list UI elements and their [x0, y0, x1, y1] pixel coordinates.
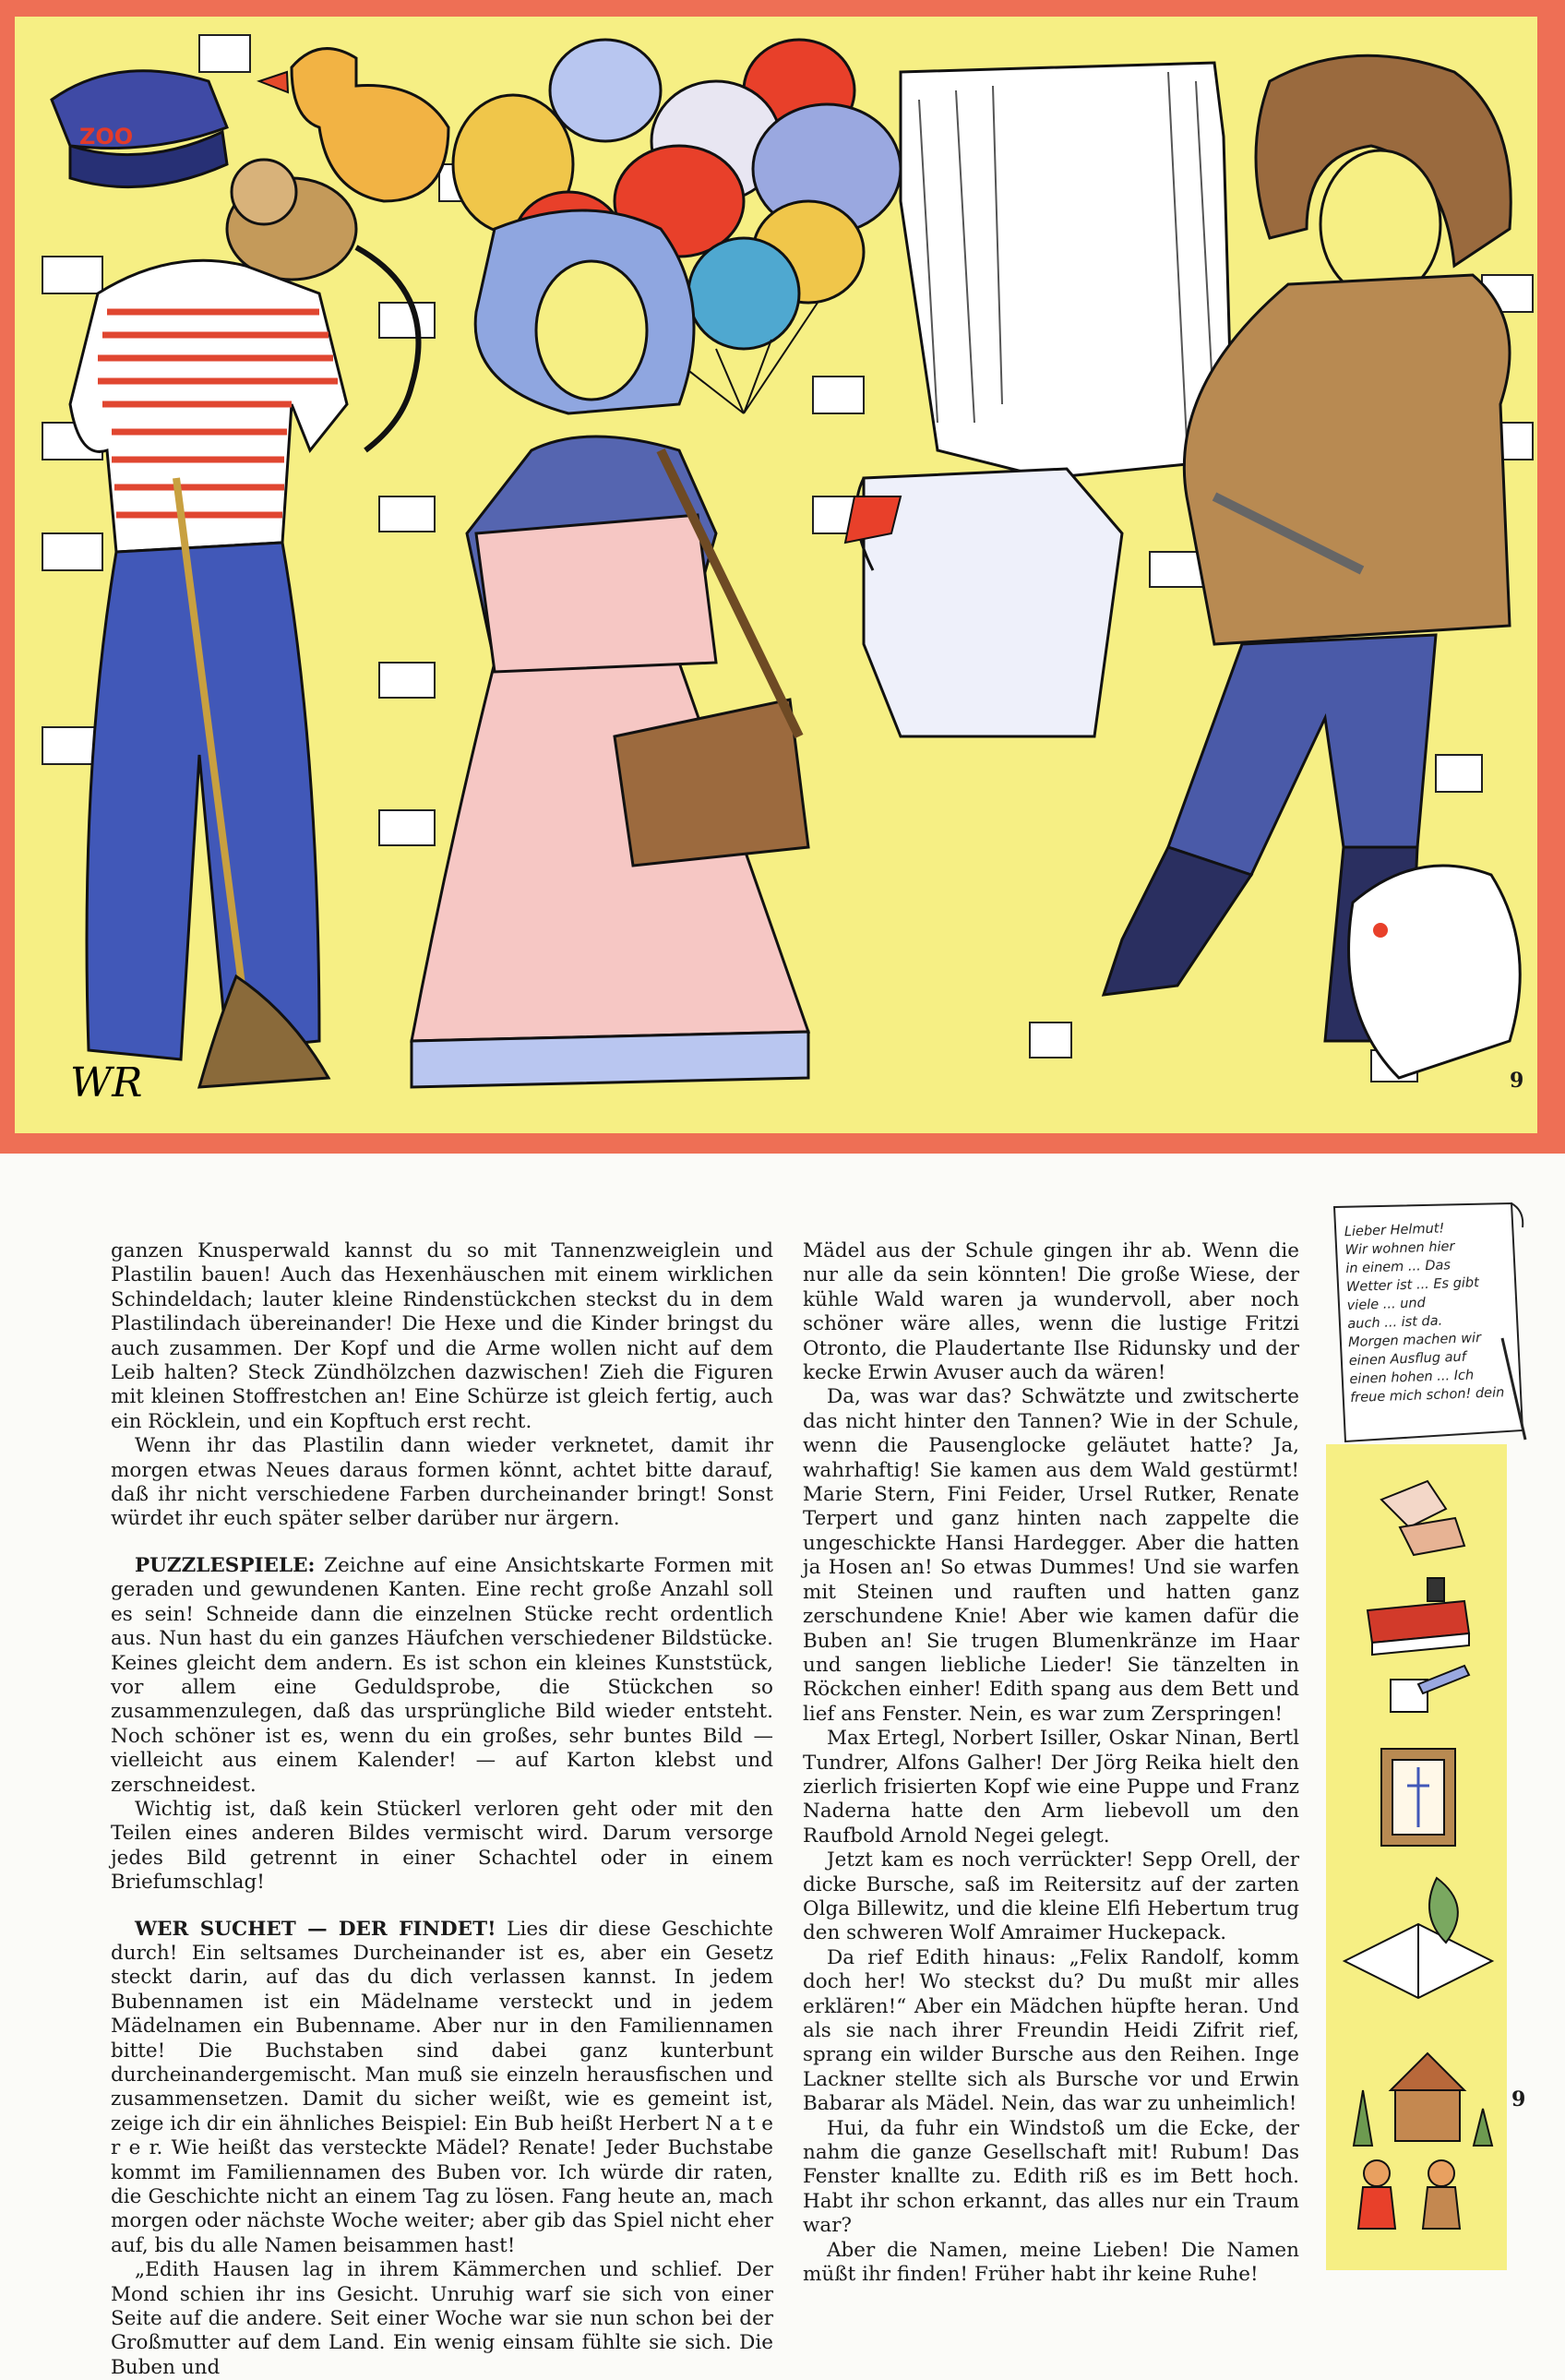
doll-shirt-pieces: [845, 63, 1233, 736]
paragraph-text: Lies dir diese Geschichte durch! Ein seltsames Durcheinander ist es, aber ein Gesetz steckt darin, auf das du dich verlassen kannst. In jedem Bubennamen ist ein Mädelname versteckt und in jedem Mädelnamen ein Bubenname. Aber nur in den Familiennamen bitte! Die Buchstaben sind dabei ganz kunterbunt durcheinandergemischt. Man muß sie einzeln herausfischen und zusammensetzen. Damit du sicher weißt, wie es gemeint ist, zeige ich dir ein ähnliches Beispiel: Ein Bub heißt Herbert N a t e r e r. Wie heißt das versteckte Mädel? Renate! Jeder Buchstabe kommt im Familiennamen des Buben vor. Ich würde dir raten, die Geschichte nicht an einem Tag zu lösen. Fang heute an, mach morgen oder nächste Woche weiter; aber gib das Spiel nicht eher auf, bis du alle Namen beisammen hast!: [111, 1917, 773, 2257]
note-line: einen hohen ... Ich: [1349, 1368, 1475, 1388]
vignette-strip: [1326, 1444, 1507, 2270]
paste-and-brush-vignette: [1391, 1666, 1469, 1712]
doll-boy-outfit: [70, 260, 347, 1106]
paragraph: Mädel aus der Schule gingen ihr ab. Wenn die nur alle da sein könnten! Die große Wiese, der kühle Wald waren ja wundervoll, aber noch schöner wäre alles, wenn die lustige Fritzi Otronto, die Plaudertante Ilse Ridunsky und der kecke Erwin Avuser auch da wären!: [803, 1239, 1299, 1385]
note-line: Morgen machen wir: [1347, 1331, 1482, 1351]
paragraph: Max Ertegl, Norbert Isiller, Oskar Ninan, Bertl Tundrer, Alfons Galher! Der Jörg Reika hielt den zierlich frisierten Kopf wie eine Puppe und Franz Naderna hatte den Arm liebevoll um den Raufbold Arnold Negei gelegt.: [803, 1727, 1299, 1848]
children-figures-vignette: [1358, 2160, 1460, 2229]
paragraph: Wenn ihr das Plastilin dann wieder verknetet, damit ihr morgen etwas Neues daraus formen könnt, achtet bitte darauf, daß ihr nicht verschiedene Farben durcheinander bringt! Sonst würdet ihr euch später selber darüber nur ärgern.: [111, 1434, 773, 1531]
note-line: einen Ausflug auf: [1348, 1349, 1467, 1369]
note-line: freue mich schon! dein: [1349, 1385, 1505, 1406]
paragraph: Hui, da fuhr ein Windstoß um die Ecke, der nahm die ganze Gesellschaft mit! Rubum! Das Fenster knallte zu. Edith riß es im Bett hoch. Habt ihr schon erkannt, das alles nur ein Traum war?: [803, 2116, 1299, 2238]
paragraph: „Edith Hausen lag in ihrem Kämmerchen und schlief. Der Mond schien ihr ins Gesicht. Unruhig warf sie sich von einer Seite auf die andere. Seit einer Woche war sie nun schon bei der Großmutter auf dem Land. Ein wenig einsam fühlte sie sich. Die Buben und: [111, 2258, 773, 2379]
postcard-note-text: [1344, 1217, 1517, 1407]
article-middle-column: [803, 1239, 1299, 2287]
section-heading-wer-suchet: WER SUCHET — DER FINDET!: [135, 1917, 496, 1941]
book-vignette: [1368, 1578, 1469, 1655]
page-number: 9: [1511, 2087, 1526, 2111]
vignette-illustrations: [1326, 1444, 1507, 2270]
article-left-column: [111, 1239, 773, 2380]
paragraph-puzzlespiele: [111, 1554, 773, 1798]
paragraph: Aber die Namen, meine Lieben! Die Namen müßt ihr finden! Früher habt ihr keine Ruhe!: [803, 2238, 1299, 2287]
paragraph: Da, was war das? Schwätzte und zwitscherte das nicht hinter den Tannen? Wie in der Schule, wenn die Pausenglocke geläutet hatte? Ja, wahrhaftig! Sie kamen aus dem Wald gestürmt! Marie Stern, Fini Feider, Ursel Rutker, Renate Terpert und ganz hinten nach zappelte die ungeschickte Hansi Hardegger. Aber die hatten ja Hosen an! So etwas Dummes! Und sie warfen mit Steinen und rauften und hatten ganz zerschundene Knie! Aber wie kamen dafür die Buben an! Sie trugen Blumenkränze im Haar und sangen liebliche Lieder! Sie tänzelten in Röckchen einher! Edith spang aus dem Bett und lief ans Fenster. Nein, es war zum Zerspringen!: [803, 1385, 1299, 1726]
illustration-frame: [0, 0, 1565, 1154]
illustration-page-number: 9: [1510, 1069, 1524, 1093]
note-line: Wetter ist ... Es gibt: [1345, 1275, 1480, 1296]
puzzle-pieces-vignette: [1381, 1481, 1464, 1555]
white-cap: [1349, 866, 1521, 1078]
paragraph: Jetzt kam es noch verrückter! Sepp Orell, der dicke Bursche, saß im Reitersitz auf der zarten Olga Billewitz, und die kleine Elfi Hebertum trug den schweren Wolf Amraimer Huckepack.: [803, 1848, 1299, 1945]
paragraph: Wichtig ist, daß kein Stückerl verloren geht oder mit den Teilen eines anderen Bildes vermischt wird. Darum versorge jedes Bild getrennt in einer Schachtel oder in einem Briefumschlag!: [111, 1797, 773, 1895]
note-line: viele ... und: [1346, 1296, 1427, 1314]
section-heading-puzzlespiele: PUZZLESPIELE:: [135, 1553, 316, 1577]
note-line: auch ... ist da.: [1347, 1313, 1443, 1333]
paper-doll-art: [15, 17, 1537, 1133]
zoo-cap: [52, 71, 227, 187]
note-line: in einem ... Das: [1345, 1258, 1452, 1277]
paragraph: ganzen Knusperwald kannst du so mit Tannenzweiglein und Plastilin bauen! Auch das Hexenhäuschen mit einem wirklichen Schindeldach; lauter kleine Rindenstückchen steckst du in dem Plastilindach übereinander! Die Hexe und die Kinder bringst du auch zusammen. Der Kopf und die Arme wollen nicht auf dem Leib halten? Steck Zündhölzchen dazwischen! Zieh die Figuren mit kleinen Stoffrestchen an! Eine Schürze ist gleich fertig, auch ein Röcklein, und ein Kopftuch erst recht.: [111, 1239, 773, 1433]
framed-picture-vignette: [1381, 1749, 1455, 1846]
paragraph: Da rief Edith hinaus: „Felix Randolf, komm doch her! Wo steckst du? Du mußt mir alles erklären!“ Aber ein Mädchen hüpfte heran. Und als sie nach ihrer Freundin Heidi Zifrit rief, sprang ein wilder Bursche aus den Reihen. Inge Lackner stellte sich als Bursche vor und Erwin Babarar als Mädel. Nein, das war zu unheimlich!: [803, 1945, 1299, 2116]
svg-text:WR: WR: [70, 1059, 143, 1106]
svg-text:ZOO: ZOO: [79, 124, 134, 149]
note-line: Lieber Helmut!: [1344, 1221, 1445, 1240]
note-line: Wir wohnen hier: [1344, 1239, 1455, 1259]
paper-doll-illustration: [15, 17, 1537, 1133]
gingerbread-house-vignette: [1354, 2053, 1492, 2146]
paragraph-text: Zeichne auf eine Ansichtskarte Formen mit geraden und gewundenen Kanten. Eine recht große Anzahl soll es sein! Schneide dann die einzelnen Stücke recht ordentlich aus. Nun hast du ein ganzes Häufchen verschiedener Bildstücke. Keines gleicht dem andern. Es ist schon ein kleines Kunststück, vor allem eine Geduldsprobe, die Stückchen so zusammenzulegen, daß das ursprüngliche Bild wieder entsteht. Noch schöner ist es, wenn du ein großes, sehr buntes Bild — vielleicht aus einem Kalender! — auf Karton klebst und zerschneidest.: [111, 1553, 773, 1797]
leaf-book-vignette: [1344, 1878, 1492, 1998]
paragraph-wer-suchet: [111, 1918, 773, 2259]
